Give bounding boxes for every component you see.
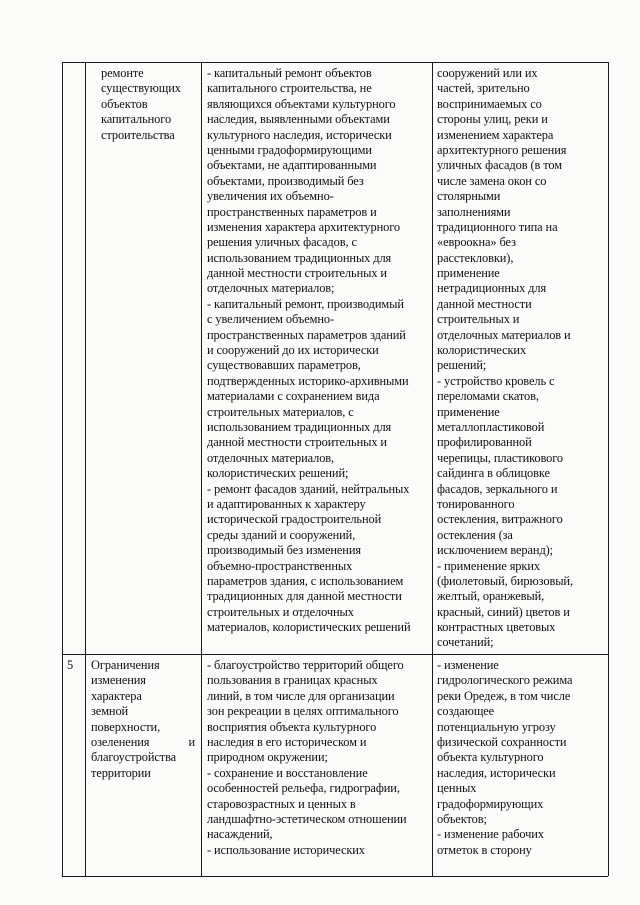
text-line: изменения характера архитектурного [207, 219, 400, 234]
text-line: - сохранение и восстановление [207, 765, 368, 780]
table-border-right [608, 62, 609, 876]
text-line: строительных материалов, с [207, 404, 354, 419]
text-line: уличных фасадов (в том [437, 158, 562, 173]
text-line: тонированного [437, 496, 515, 511]
text-line: сочетаний; [437, 635, 494, 650]
column-divider-3 [432, 62, 433, 876]
text-line: решения уличных фасадов, с [207, 235, 357, 250]
text-line: переломами скатов, [437, 389, 539, 404]
text-line: поверхности, [91, 719, 161, 734]
text-line: ремонте [101, 66, 144, 80]
text-line: наследия в его историческом и [207, 734, 367, 749]
text-line: колористических решений; [207, 466, 349, 481]
text-line: числе замена окон со [437, 173, 547, 188]
row-continued-prohibited [437, 66, 573, 651]
text-line: стороны улиц, реки и [437, 112, 548, 127]
text-line: традиционных для данной местности [207, 589, 402, 604]
text-line: металлопластиковой [437, 419, 545, 434]
text-line: архитектурного решения [437, 142, 567, 157]
text-line: Ограничения [91, 658, 160, 672]
text-line: территории [91, 765, 151, 780]
text-line: градоформирующих [437, 796, 544, 811]
text-line: традиционного типа на [437, 219, 558, 234]
text-line: воспринимаемых со [437, 96, 542, 111]
text-line: применение [437, 266, 500, 281]
text-line: ценными градоформирующими [207, 142, 372, 157]
text-line: фасадов, зеркального и [437, 481, 558, 496]
text-line: остекления, витражного [437, 512, 563, 527]
text-line: строительных и [437, 312, 520, 327]
text-line: пространственных параметров и [207, 204, 377, 219]
text-line: нетрадиционных для [437, 281, 547, 296]
text-line: отделочных материалов, [207, 450, 335, 465]
text-line: характера [91, 688, 142, 703]
text-line: - применение ярких [437, 558, 540, 573]
row-5-number: 5 [67, 658, 74, 672]
text-line: объектами, производимый без [207, 173, 364, 188]
row-5-permitted [207, 658, 407, 858]
text-line: земной [91, 704, 129, 719]
text-line: - использование исторических [207, 842, 365, 857]
text-line: гидрологического режима [437, 673, 573, 688]
text-line: изменением характера [437, 127, 554, 142]
text-line: сайдинга в облицовке [437, 466, 550, 481]
text-line: особенностей рельефа, гидрографии, [207, 781, 400, 796]
text-line: колористических [437, 343, 527, 358]
text-line: объектами, не адаптированными [207, 158, 377, 173]
table-border-top [62, 62, 608, 63]
row-5-prohibited [437, 658, 572, 858]
text-line: культурного наследия, исторически [207, 127, 392, 142]
text-line: объекта культурного [437, 750, 544, 765]
text-line: строительства [101, 127, 175, 142]
text-line: природном окружении; [207, 750, 328, 765]
text-line: материалами с сохранением вида [207, 389, 380, 404]
text-line: - капитальный ремонт объектов [207, 66, 372, 80]
text-line: «евроокна» без [437, 235, 516, 250]
text-line: и адаптированных к характеру [207, 496, 366, 511]
text-line: расстекловки), [437, 250, 514, 265]
text-line: физической сохранности [437, 734, 567, 749]
text-line: изменения [91, 673, 146, 688]
text-line: объектов [101, 96, 148, 111]
text-line: параметров здания, с использованием [207, 573, 404, 588]
text-line: частей, зрительно [437, 81, 530, 96]
table-border-bottom [62, 876, 608, 877]
text-line: использованием традиционных для [207, 250, 392, 265]
text-line: столярными [437, 189, 501, 204]
text-line: строительных и отделочных [207, 604, 354, 619]
text-line: использованием традиционных для [207, 419, 392, 434]
row-divider [62, 654, 608, 655]
text-line: исторической градостроительной [207, 512, 382, 527]
text-line: и сооружений до их исторически [207, 343, 379, 358]
text-line: контрастных цветовых [437, 620, 556, 635]
text-line: капитального строительства, не [207, 81, 372, 96]
text-line: желтый, оранжевый, [437, 589, 545, 604]
text-line: данной местности строительных и [207, 266, 387, 281]
text-line: данной местности [437, 296, 532, 311]
text-line: сооружений или их [437, 66, 538, 80]
row-continued-permitted [207, 66, 411, 635]
text-line: применение [437, 404, 500, 419]
text-line: - изменение [437, 658, 499, 672]
table-border-left [62, 62, 63, 876]
text-line: наследия, исторически [437, 765, 556, 780]
text-line: остекления (за [437, 527, 513, 542]
text-line: объектов; [437, 811, 487, 826]
column-divider-2 [201, 62, 202, 876]
text-line: озеленения и [91, 734, 195, 749]
text-line: линий, в том числе для организации [207, 688, 395, 703]
text-line: материалов, колористических решений [207, 620, 411, 635]
text-line: производимый без изменения [207, 543, 361, 558]
text-line: существующих [101, 81, 181, 96]
text-line: данной местности строительных и [207, 435, 387, 450]
text-line: - благоустройство территорий общего [207, 658, 404, 672]
text-line: отделочных материалов и [437, 327, 571, 342]
text-line: заполнениями [437, 204, 511, 219]
text-line: черепицы, пластикового [437, 450, 564, 465]
text-line: с увеличением объемно- [207, 312, 335, 327]
text-line: - ремонт фасадов зданий, нейтральных [207, 481, 410, 496]
text-line: восприятия объекта культурного [207, 719, 377, 734]
text-line: профилированной [437, 435, 532, 450]
text-line: - устройство кровель с [437, 373, 555, 388]
text-line: благоустройства [91, 750, 177, 765]
text-line: потенциальную угрозу [437, 719, 556, 734]
text-line: создающее [437, 704, 495, 719]
text-line: зон рекреации в целях оптимального [207, 704, 399, 719]
text-line: отметок в сторону [437, 842, 532, 857]
text-line: насаждений, [207, 827, 273, 842]
text-line: старовозрастных и ценных в [207, 796, 356, 811]
text-line: - изменение рабочих [437, 827, 544, 842]
text-line: наследия, выявленными объектами [207, 112, 390, 127]
text-line: объемно-пространственных [207, 558, 353, 573]
text-line: решений; [437, 358, 487, 373]
text-line: пользования в границах красных [207, 673, 378, 688]
text-line: исключением веранд); [437, 543, 554, 558]
text-line: являющихся объектами культурного [207, 96, 396, 111]
text-line: пространственных параметров зданий [207, 327, 406, 342]
text-line: красный, синий) цветов и [437, 604, 570, 619]
text-line: капитального [101, 112, 172, 127]
text-line: (фиолетовый, бирюзовый, [437, 573, 573, 588]
text-line: реки Оредеж, в том числе [437, 688, 571, 703]
text-line: среды зданий и сооружений, [207, 527, 356, 542]
text-line: ценных [437, 781, 477, 796]
text-line: отделочных материалов; [207, 281, 335, 296]
text-line: существовавших параметров, [207, 358, 361, 373]
text-line: подтвержденных историко-архивными [207, 373, 409, 388]
row-5-subject [91, 658, 195, 781]
text-line: - капитальный ремонт, производимый [207, 296, 404, 311]
row-continued-subject [101, 66, 181, 143]
text-line: ландшафтно-эстетическом отношении [207, 811, 407, 826]
column-divider-1 [85, 62, 86, 876]
text-line: увеличения их объемно- [207, 189, 334, 204]
